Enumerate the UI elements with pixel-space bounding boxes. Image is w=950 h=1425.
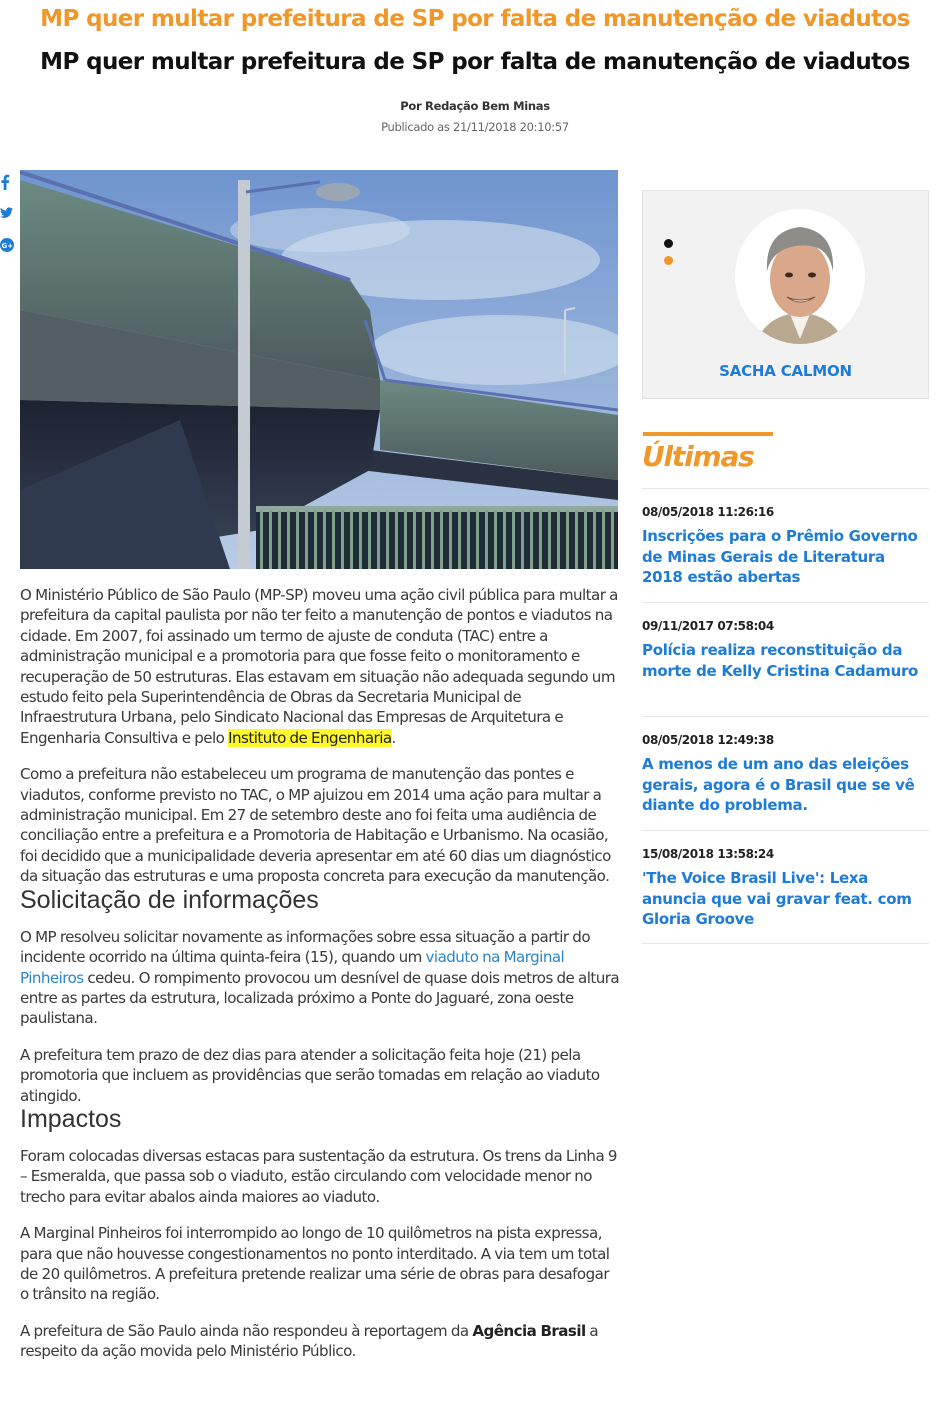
carousel-dot-active[interactable] [664,239,673,248]
author-name[interactable]: SACHA CALMON [719,362,852,380]
share-bar [0,174,14,270]
news-date: 09/11/2017 07:58:04 [642,619,774,633]
article-byline: Por Redação Bem Minas [400,99,550,113]
carousel-dot[interactable] [664,256,673,265]
latest-section-title: Últimas [642,440,754,473]
news-link[interactable]: A menos de um ano das eleições gerais, agora é o Brasil que se vê diante do problema. [642,755,915,814]
article-paragraph: A Marginal Pinheiros foi interrompido ao longo de 10 quilômetros na pista expressa, para que não houvesse congestionamentos no ponto interditado. A via tem um total de 20 quilômetros. A prefeitura pretende realizar uma série de obras para desafogar o trânsito na região. [20,1224,610,1304]
article-paragraph: Como a prefeitura não estabeleceu um programa de manutenção das pontes e viadutos, conforme previsto no TAC, o MP ajuizou em 2014 uma ação para multar a administração municipal. Em 27 de setembro deste ano foi feita uma audiência de conciliação entre a prefeitura e a Promotoria de Habitação e Urbanismo. Na ocasião, foi decidido que a municipalidade deveria apresentar em até 60 dias um diagnóstico da situação das estruturas e uma proposta concreta para execução da manutenção. [20,765,611,886]
viaduto-marginal-link[interactable]: viaduto na Marginal Pinheiros [20,948,565,987]
article-photo [20,170,618,569]
google-plus-share-button[interactable] [0,238,14,254]
facebook-share-button[interactable] [0,174,14,190]
article-paragraph: A prefeitura tem prazo de dez dias para atender a solicitação feita hoje (21) pela promotoria que incluem as providências que serão tomadas em relação ao viaduto atingido. [20,1045,600,1105]
latest-news-list [642,488,929,944]
highlighted-text: Instituto de Engenharia [228,728,392,747]
list-item [642,830,929,944]
article-paragraph: O MP resolveu solicitar novamente as informações sobre essa situação a partir do incidente ocorrido na última quinta-feira (15), quando um viaduto na Marginal Pinheiros cedeu. O rompimento provocou um desnível de quase dois metros de altura entre as partes da estrutura, localizada próximo a Ponte do Jaguaré, zona oeste paulistana. [20,927,620,1028]
news-link[interactable]: Inscrições para o Prêmio Governo de Minas Gerais de Literatura 2018 estão abertas [642,527,918,586]
article-paragraph: A prefeitura de São Paulo ainda não respondeu à reportagem da Agência Brasil a respeito da ação movida pelo Ministério Público. [20,1321,599,1361]
bold-text: Agência Brasil [472,1321,586,1340]
news-link[interactable]: 'The Voice Brasil Live': Lexa anuncia que vai gravar feat. com Gloria Groove [642,869,912,928]
list-item [642,488,929,602]
svg-text:G+: G+ [1,242,14,250]
article-paragraph: O Ministério Público de São Paulo (MP-SP) moveu uma ação civil pública para multar a prefeitura da capital paulista por não ter feito a manutenção de pontos e viadutos na cidade. Em 2007, foi assinado um termo de ajuste de conduta (TAC) entre a administração municipal e a promotoria para que fosse feito o monitoramento e recuperação de 50 estruturas. Elas estavam em situação não adequada segundo um estudo feito pela Superintendência de Obras da Secretaria Municipal de Infraestrutura Urbana, pelo Sindicato Nacional das Empresas de Arquitetura e Engenharia Consultiva e pelo Instituto de Engenharia. [20,586,618,747]
news-date: 15/08/2018 13:58:24 [642,847,774,861]
section-heading-solicitacao: Solicitação de informações [20,885,319,914]
facebook-icon [0,174,10,190]
section-accent-bar [643,432,773,436]
published-date: Publicado as 21/11/2018 20:10:57 [381,120,569,134]
news-date: 08/05/2018 11:26:16 [642,505,774,519]
article-body [20,585,620,1378]
author-avatar [735,209,865,344]
article-title: MP quer multar prefeitura de SP por falta de manutenção de viadutos [40,49,910,75]
site-headline: MP quer multar prefeitura de SP por falta de manutenção de viadutos [40,6,910,32]
twitter-share-button[interactable] [0,206,14,222]
section-heading-impactos: Impactos [20,1104,122,1133]
twitter-icon [0,206,13,220]
google-plus-icon [0,238,14,252]
columnist-card[interactable] [642,190,929,399]
news-link[interactable]: Polícia realiza reconstituição da morte de Kelly Cristina Cadamuro [642,641,919,680]
news-date: 08/05/2018 12:49:38 [642,733,774,747]
list-item [642,716,929,830]
list-item [642,602,929,716]
article-paragraph: Foram colocadas diversas estacas para sustentação da estrutura. Os trens da Linha 9 – Esmeralda, que passa sob o viaduto, estão circulando com velocidade menor no trecho para evitar abalos ainda maiores ao viaduto. [20,1146,617,1206]
